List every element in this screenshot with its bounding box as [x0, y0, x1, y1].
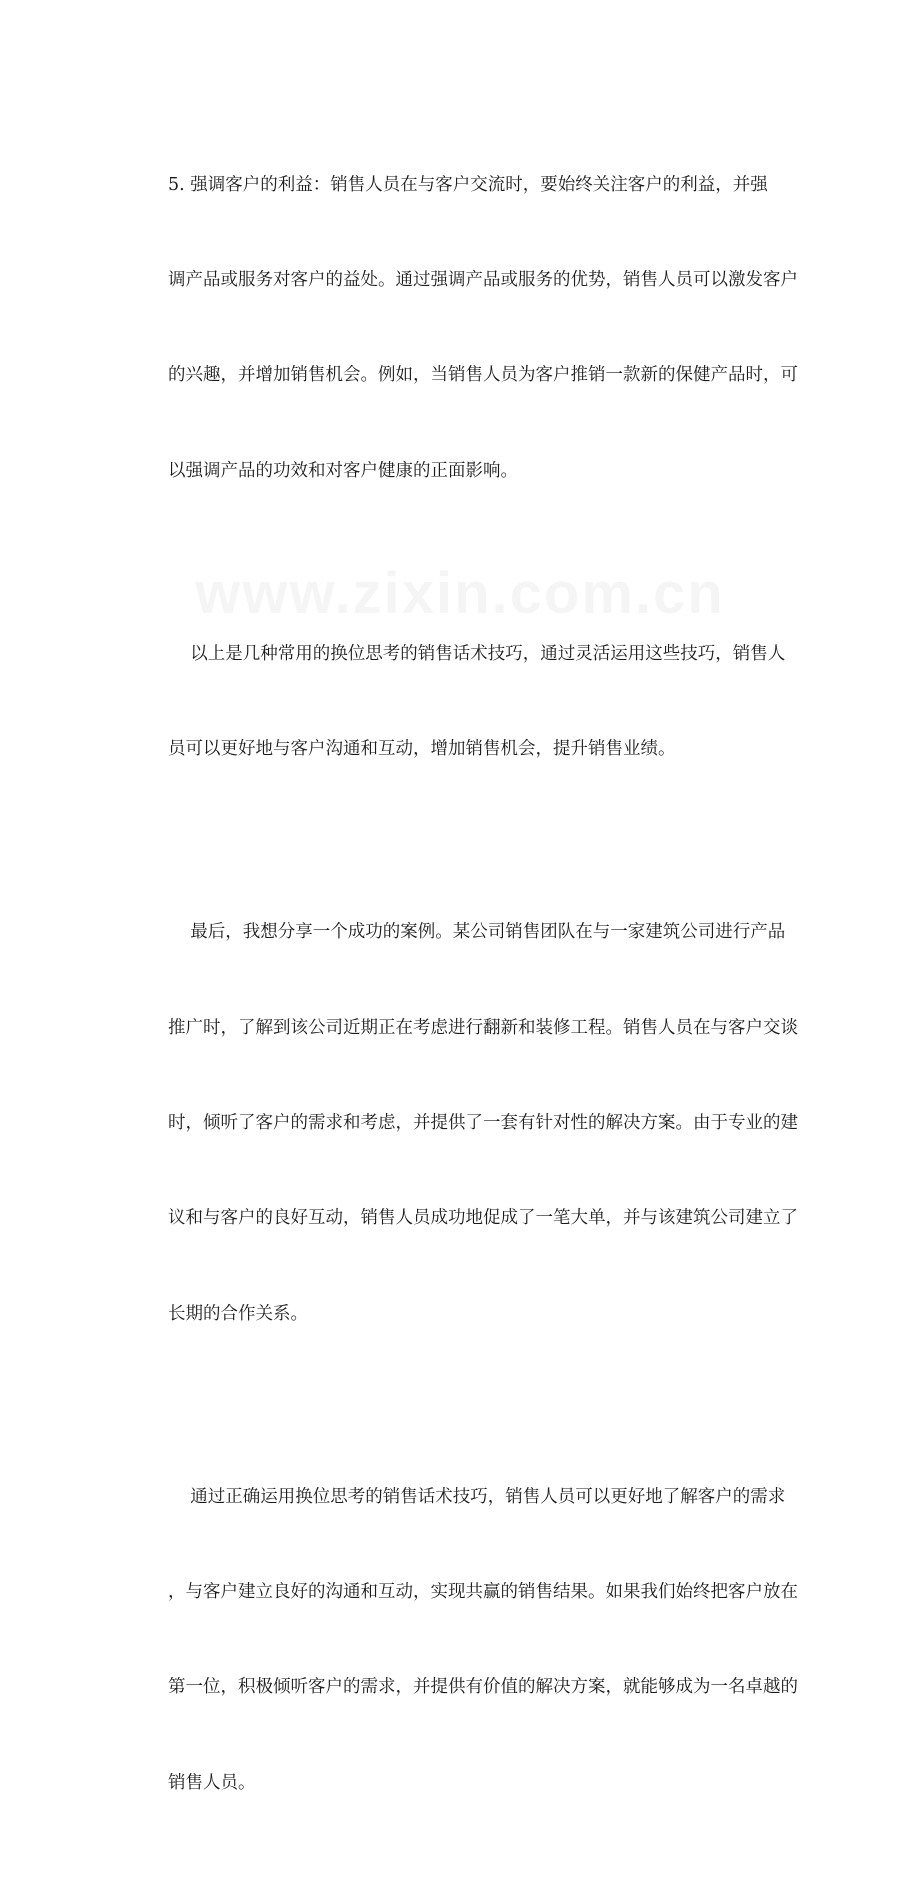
text-line: ，与客户建立良好的沟通和互动，实现共赢的销售结果。如果我们始终把客户放在: [168, 1582, 798, 1603]
text-line: 5. 强调客户的利益：销售人员在与客户交流时，要始终关注客户的利益，并强: [168, 174, 768, 195]
paragraph-case-study: [168, 854, 798, 1395]
text-line: 的兴趣，并增加销售机会。例如，当销售人员为客户推销一款新的保健产品时，可: [168, 365, 798, 386]
text-line: 通过正确运用换位思考的销售话术技巧，销售人员可以更好地了解客户的需求: [168, 1486, 786, 1507]
text-line: 最后，我想分享一个成功的案例。某公司销售团队在与一家建筑公司进行产品: [168, 922, 786, 943]
text-line: 调产品或服务对客户的益处。通过强调产品或服务的优势，销售人员可以激发客户: [168, 269, 798, 290]
text-line: 员可以更好地与客户沟通和互动，增加销售机会，提升销售业绩。: [168, 739, 676, 760]
text-line: 第一位，积极倾听客户的需求，并提供有价值的解决方案，就能够成为一名卓越的: [168, 1677, 798, 1698]
text-line: 以上是几种常用的换位思考的销售话术技巧，通过灵活运用这些技巧，销售人: [168, 643, 786, 664]
text-line: 销售人员。: [168, 1772, 256, 1793]
paragraph-conclusion: [168, 1418, 798, 1863]
text-line: 以强调产品的功效和对客户健康的正面影响。: [168, 460, 518, 481]
text-line: 长期的合作关系。: [168, 1303, 308, 1324]
text-line: 议和与客户的良好互动，销售人员成功地促成了一笔大单，并与该建筑公司建立了: [168, 1208, 798, 1229]
text-line: 推广时，了解到该公司近期正在考虑进行翻新和装修工程。销售人员在与客户交谈: [168, 1017, 798, 1038]
document-body: [168, 106, 798, 1887]
text-line: 时，倾听了客户的需求和考虑，并提供了一套有针对性的解决方案。由于专业的建: [168, 1112, 798, 1133]
paragraph-summary: [168, 575, 786, 829]
paragraph-customer-benefits: [168, 106, 798, 551]
